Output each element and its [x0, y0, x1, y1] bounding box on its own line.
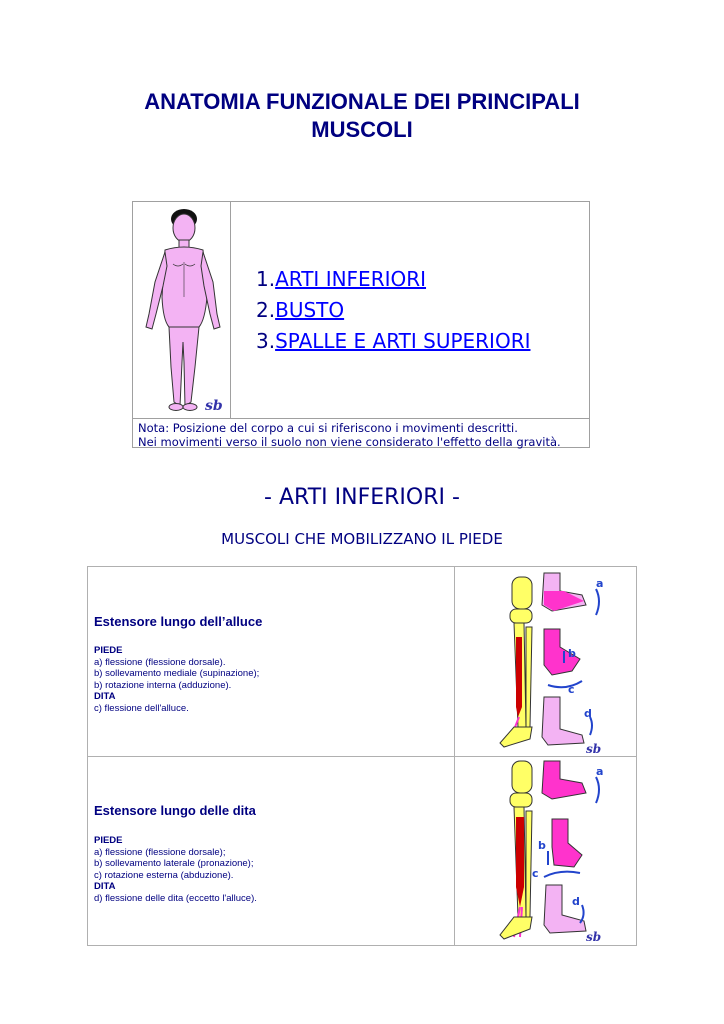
svg-text:sb: sb: [586, 742, 602, 756]
intro-note: [133, 418, 589, 451]
note-line-1: Nota: Posizione del corpo a cui si riferiscono i movimenti descritti.: [138, 421, 518, 435]
muscle-illustration: [456, 757, 636, 946]
movement-item: a) flessione (flessione dorsale);: [94, 846, 226, 858]
movement-item: c) rotazione esterna (abduzione).: [94, 869, 234, 881]
menu-item-number: 1.: [256, 267, 276, 291]
svg-text:a: a: [596, 577, 604, 590]
group-header: DITA: [94, 881, 116, 892]
group-header: DITA: [94, 691, 116, 702]
leg-anatomy-illustration: [456, 567, 636, 756]
muscle-movements: [94, 645, 259, 714]
muscle-illustration: [456, 567, 636, 756]
link-arti-inferiori[interactable]: ARTI INFERIORI: [275, 267, 427, 291]
human-body-figure: [133, 202, 230, 418]
menu-item-number: 3.: [256, 329, 276, 353]
svg-text:a: a: [596, 765, 604, 778]
group-header: PIEDE: [94, 645, 123, 656]
svg-text:c: c: [532, 867, 539, 880]
muscle-description-cell: [88, 757, 455, 946]
menu-item-number: 2.: [256, 298, 276, 322]
menu-item-spalle: [256, 326, 530, 357]
muscle-description-cell: [88, 567, 455, 756]
svg-text:c: c: [568, 683, 575, 696]
muscle-row: [88, 567, 636, 757]
page-title-line1: ANATOMIA FUNZIONALE DEI PRINCIPALI: [144, 89, 580, 114]
muscle-name: Estensore lungo delle dita: [94, 803, 256, 818]
movement-item: a) flessione (flessione dorsale).: [94, 656, 226, 668]
page-title-line2: MUSCOLI: [311, 117, 413, 142]
muscle-movements: [94, 835, 257, 904]
movement-item: b) rotazione interna (adduzione).: [94, 679, 232, 691]
body-figure-cell: [133, 202, 231, 418]
svg-text:d: d: [584, 707, 592, 720]
movement-item: b) sollevamento laterale (pronazione);: [94, 858, 254, 869]
svg-text:d: d: [572, 895, 580, 908]
muscle-row: [88, 757, 636, 946]
movement-item: c) flessione dell'alluce.: [94, 702, 189, 714]
subsection-title: MUSCOLI CHE MOBILIZZANO IL PIEDE: [221, 530, 503, 548]
intro-table: [132, 201, 590, 448]
contents-menu: [256, 264, 530, 357]
group-header: PIEDE: [94, 835, 123, 846]
movement-item: d) flessione delle dita (eccetto l'alluce).: [94, 892, 257, 904]
muscle-name: Estensore lungo dell’alluce: [94, 614, 263, 629]
signature-logo: sb: [205, 398, 223, 414]
page-title: [0, 88, 724, 144]
menu-item-busto: [256, 295, 530, 326]
muscles-table: [87, 566, 637, 946]
link-busto[interactable]: BUSTO: [275, 298, 345, 322]
movement-item: b) sollevamento mediale (supinazione);: [94, 668, 260, 679]
svg-text:b: b: [538, 839, 546, 852]
svg-text:b: b: [568, 647, 576, 660]
link-spalle-arti-superiori[interactable]: SPALLE E ARTI SUPERIORI: [275, 329, 531, 353]
note-line-2: Nei movimenti verso il suolo non viene considerato l'effetto della gravità.: [138, 435, 561, 449]
menu-item-arti-inferiori: [256, 264, 530, 295]
leg-anatomy-illustration: [456, 757, 636, 946]
section-title: - ARTI INFERIORI -: [264, 485, 460, 510]
svg-text:sb: sb: [586, 930, 602, 944]
